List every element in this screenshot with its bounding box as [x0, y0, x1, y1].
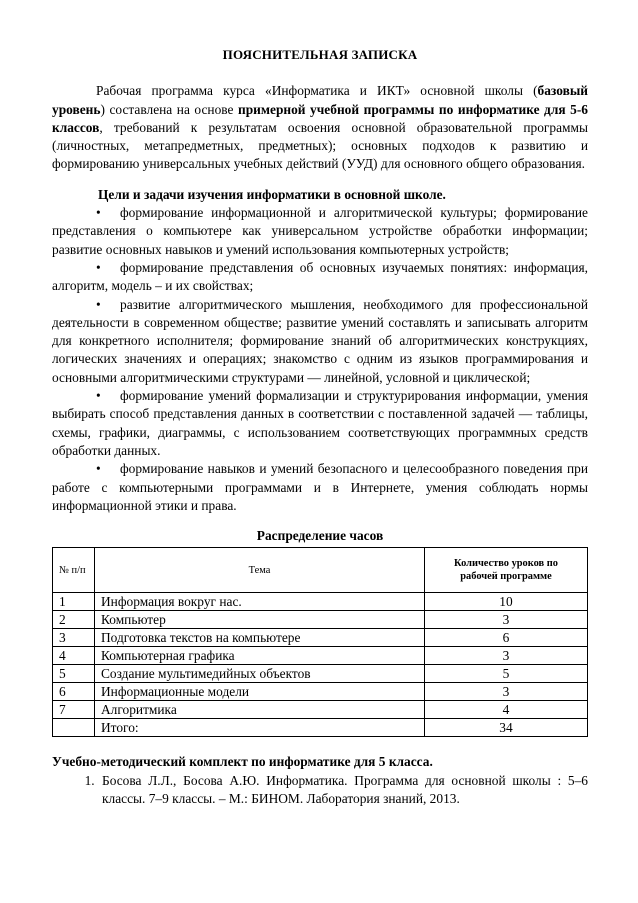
cell-count: 3	[425, 647, 588, 665]
header-count	[425, 548, 588, 593]
intro-bold-level: базовый уровень	[52, 83, 588, 117]
intro-text-2: ) составлена на основе	[100, 101, 238, 117]
cell-num: 1	[53, 593, 95, 611]
bullet-icon: •	[96, 259, 101, 275]
cell-count: 6	[425, 629, 588, 647]
bullet-icon: •	[96, 388, 101, 404]
page-title: ПОЯСНИТЕЛЬНАЯ ЗАПИСКА	[222, 47, 418, 62]
goal-item	[52, 460, 588, 515]
cell-num: 3	[53, 629, 95, 647]
cell-topic: Итого:	[95, 719, 425, 737]
cell-topic: Информационные модели	[95, 683, 425, 701]
table-row	[53, 593, 588, 611]
cell-num: 6	[53, 683, 95, 701]
cell-topic: Алгоритмика	[95, 701, 425, 719]
list-item: 1. Босова Л.Л., Босова А.Ю. Информатика. Программа для основной школы : 5–6 классы. 7–9 классы. – М.: БИНОМ. Лаборатория знаний, 2013.	[98, 772, 588, 809]
table-row	[53, 665, 588, 683]
cell-topic: Компьютерная графика	[95, 647, 425, 665]
cell-topic: Подготовка текстов на компьютере	[95, 629, 425, 647]
header-num: № п/п	[53, 548, 95, 593]
bullet-icon: •	[96, 461, 101, 477]
goal-item	[52, 387, 588, 460]
table-total-row	[53, 719, 588, 737]
intro-bold-program: примерной учебной программы по информатике для 5-6 классов	[52, 101, 588, 135]
intro-paragraph	[52, 82, 588, 173]
cell-topic: Создание мультимедийных объектов	[95, 665, 425, 683]
cell-num: 4	[53, 647, 95, 665]
table-row	[53, 647, 588, 665]
goal-text: формирование умений формализации и структурирования информации, умения выбирать способ представления данных в соответствии с поставленной задачей — таблицы, схемы, графики, диаграммы, с использованием соответствующих программных средств обработки данных.	[52, 388, 588, 458]
cell-count: 5	[425, 665, 588, 683]
cell-num: 2	[53, 611, 95, 629]
hours-table-title: Распределение часов	[256, 528, 384, 544]
goal-item	[52, 204, 588, 259]
cell-topic: Компьютер	[95, 611, 425, 629]
cell-count: 3	[425, 611, 588, 629]
kit-list	[52, 772, 588, 809]
table-row	[53, 629, 588, 647]
header-count-line2: рабочей программе	[460, 571, 552, 583]
table-row	[53, 701, 588, 719]
goals-heading: Цели и задачи изучения информатики в основной школе.	[98, 186, 446, 202]
cell-topic: Информация вокруг нас.	[95, 593, 425, 611]
cell-num	[53, 719, 95, 737]
table-row	[53, 683, 588, 701]
cell-num: 7	[53, 701, 95, 719]
goal-text: развитие алгоритмического мышления, необходимого для профессиональной деятельности в современном обществе; развитие умений составлять и записывать алгоритм для конкретного исполнителя; формирование знаний об алгоритмических конструкциях, логических значениях и операциях; знакомство с одним из языков программирования и основными алгоритмическими структурами — линейной, условной и циклической;	[52, 296, 588, 385]
header-count-line1: Количество уроков по	[454, 558, 558, 570]
cell-count: 3	[425, 683, 588, 701]
bullet-icon: •	[96, 296, 101, 312]
cell-count: 34	[425, 719, 588, 737]
cell-num: 5	[53, 665, 95, 683]
document-page	[52, 40, 588, 808]
goal-item	[52, 296, 588, 387]
cell-count: 4	[425, 701, 588, 719]
table-row	[53, 611, 588, 629]
goal-text: формирование информационной и алгоритмической культуры; формирование представления о компьютере как универсальном устройстве обработки информации; развитие основных навыков и умений использования компьютерных устройств;	[52, 205, 588, 257]
goal-text: формирование навыков и умений безопасного и целесообразного поведения при работе с компьютерными программами и в Интернете, умения соблюдать нормы информационной этики и права.	[52, 461, 588, 513]
bullet-icon: •	[96, 205, 101, 221]
header-topic: Тема	[95, 548, 425, 593]
goal-item	[52, 259, 588, 296]
cell-count: 10	[425, 593, 588, 611]
table-header-row	[53, 548, 588, 593]
intro-text-3: , требований к результатам освоения основной образовательной программы (личностных, метапредметных, предметных); основных подходов к развитию и формированию универсальных учебных действий (УУД) для основного общего образования.	[52, 119, 588, 172]
goals-list	[52, 204, 588, 515]
hours-table	[52, 547, 588, 737]
goal-text: формирование представления об основных изучаемых понятиях: информация, алгоритм, модель – и их свойствах;	[52, 259, 588, 294]
kit-heading: Учебно-методический комплект по информатике для 5 класса.	[52, 754, 433, 770]
intro-text-1: Рабочая программа курса «Информатика и ИКТ» основной школы (	[96, 83, 538, 99]
